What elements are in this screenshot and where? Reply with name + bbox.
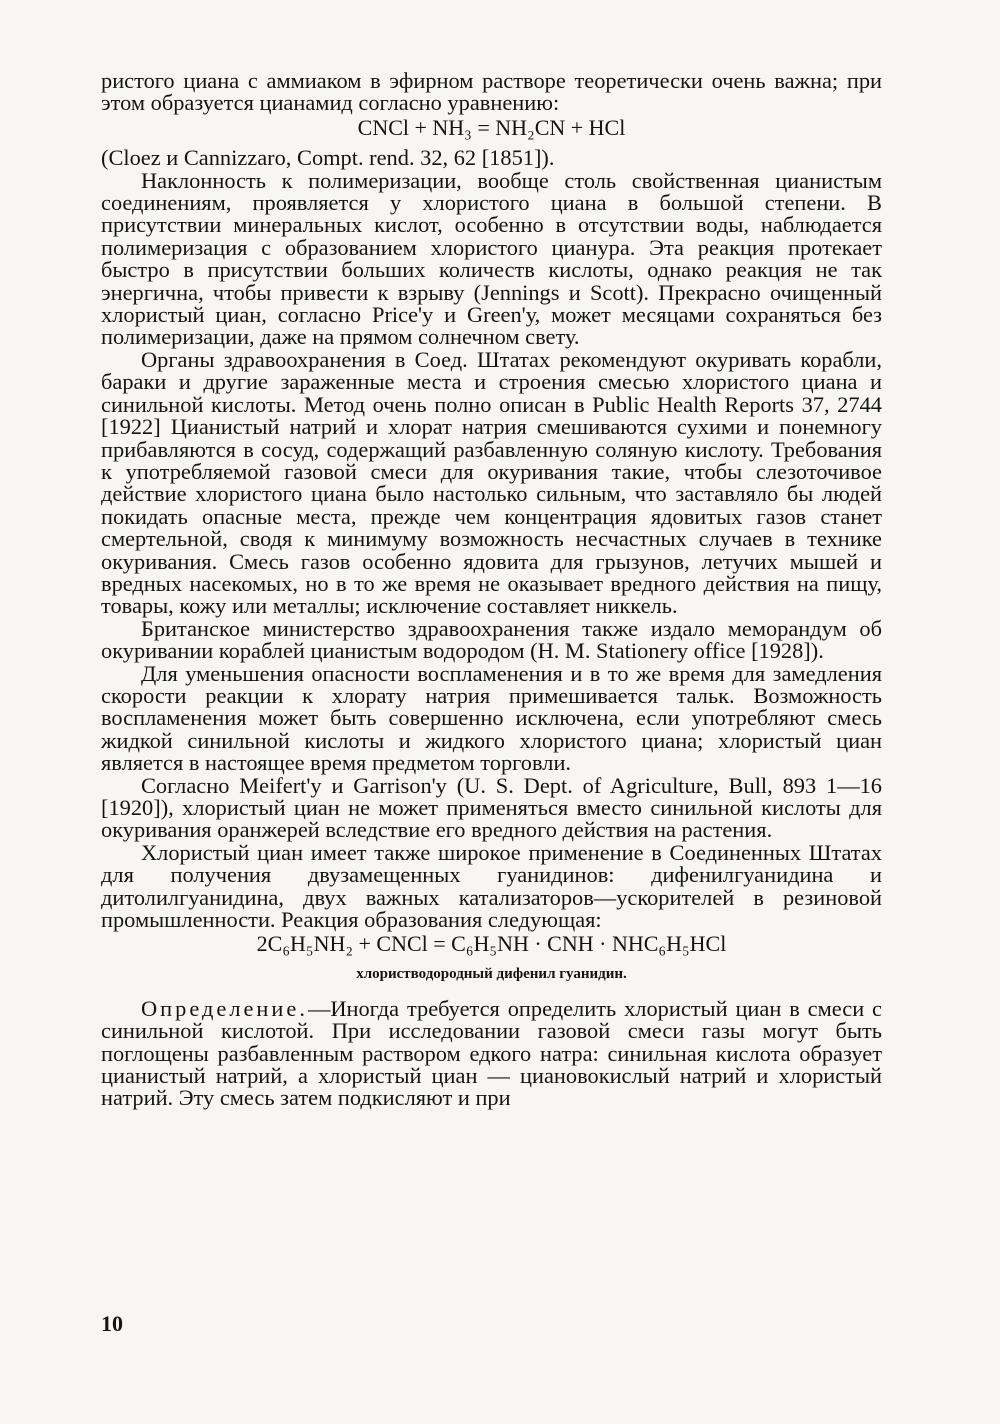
paragraph: Органы здравоохранения в Соед. Штатах рекомендуют окуривать корабли, бараки и другие зараженные места и строения смесью хлористого циана и синильной кислоты. Метод очень полно описан в Public Health Reports 37, 2744 [1922] Цианистый натрий и хлорат натрия смешиваются сухими и понемногу прибавляются в сосуд, содержащий разбавленную соляную кислоту. Требования к употребляемой газовой смеси для окуривания такие, чтобы слезоточивое действие хлористого циана было настолько сильным, что заставляло бы людей покидать опасные места, прежде чем концентрация ядовитых газов станет смертельной, сводя к минимуму возможность несчастных случаев в технике окуривания. Смесь газов особенно ядовита для грызунов, летучих мышей и вредных насекомых, но в то же время не оказывает вредного действия на пищу, товары, кожу или металлы; исключение составляет никкель. bbox=[101, 346, 882, 619]
paragraph: Британское министерство здравоохранения также издало меморандум об окуривании кораблей цианистым водородом (H. M. Stationery office [1928]). bbox=[101, 615, 882, 664]
paragraph-determination bbox=[101, 995, 882, 1111]
section-lead: Определение. bbox=[141, 995, 308, 1021]
equation-guanidine: 2C₆H₅NH₂ + CNCl = C₆H₅NH · CNH · NHC₆H₅HCl bbox=[256, 931, 727, 957]
paragraph: Для уменьшения опасности воспламенения и в то же время для замедления скорости реакции к хлорату натрия примешивается тальк. Возможность воспламенения может быть совершенно исключена, если употребляют смесь жидкой синильной кислоты и жидкого хлористого циана; хлористый циан является в настоящее время предметом торговли. bbox=[101, 660, 882, 776]
paragraph: Согласно Meifert'у и Garrison'у (U. S. Dept. of Agriculture, Bull, 893 1—16 [1920]), хлористый циан не может применяться вместо синильной кислоты для окуривания оранжерей вследствие его вредного действия на растения. bbox=[101, 772, 882, 843]
citation: (Cloez и Cannizzaro, Compt. rend. 32, 62 [1851]). bbox=[101, 145, 555, 171]
paragraph: ристого циана с аммиаком в эфирном растворе теоретически очень важна; при этом образуется цианамид согласно уравнению: bbox=[101, 68, 882, 116]
paragraph: Наклонность к полимеризации, вообще столь свойственная цианистым соединениям, проявляется у хлористого циана в большой степени. В присутствии минеральных кислот, особенно в отсутствии воды, наблюдается полимеризация с образованием хлористого цианура. Эта реакция протекает быстро в присутствии больших количеств кислоты, однако реакция не так энергична, чтобы привести к взрыву (Jennings и Scott). Прекрасно очищенный хлористый циан, согласно Price'у и Green'у, может месяцами сохраняться без полимеризации, даже на прямом солнечном свету. bbox=[101, 167, 882, 350]
equation-cncl-nh3: CNCl + NH₃ = NH₂CN + HCl bbox=[357, 114, 626, 140]
body-text bbox=[101, 70, 882, 1110]
equation-caption: хлористводородный дифенил гуанидин. bbox=[356, 965, 627, 982]
paragraph-text: —Иногда требуется определить хлористый циан в смеси с синильной кислотой. При исследовании газовой смеси газы могут быть поглощены разбавленным раствором едкого натра: синильная кислота образует цианистый натрий, а хлористый циан — циановокислый натрий и хлористый натрий. Эту смесь затем подкисляют и при bbox=[101, 995, 882, 1111]
page-number: 10 bbox=[101, 1311, 123, 1336]
paragraph: Хлористый циан имеет также широкое применение в Соединенных Штатах для получения двузамещенных гуанидинов: дифенилгуанидина и дитолилгуанидина, двух важных катализаторов—ускорителей в резиновой промышленности. Реакция образования следующая: bbox=[101, 839, 882, 933]
